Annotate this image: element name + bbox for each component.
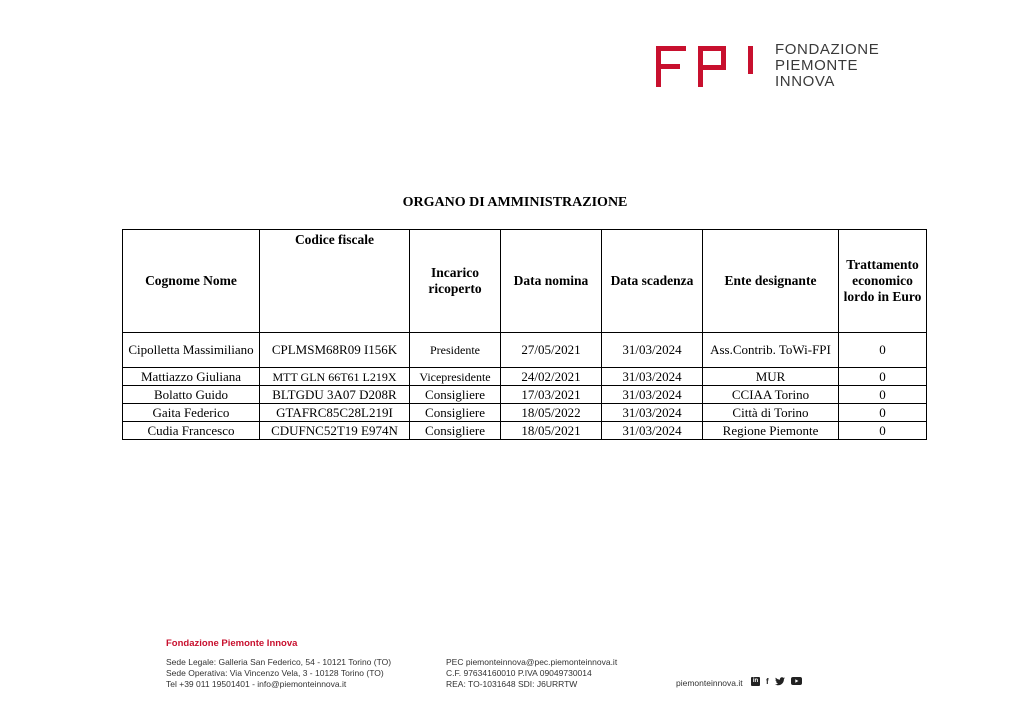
cell-nome: Mattiazzo Giuliana [123, 368, 260, 386]
social-icons [751, 677, 802, 689]
cell-data-nomina: 24/02/2021 [501, 368, 602, 386]
cell-data-scadenza: 31/03/2024 [602, 404, 703, 422]
cell-ente: MUR [703, 368, 839, 386]
header-data-scadenza: Data scadenza [602, 230, 703, 333]
cell-data-nomina: 17/03/2021 [501, 386, 602, 404]
cell-ente: Città di Torino [703, 404, 839, 422]
fpi-logo-mark [654, 42, 766, 90]
cell-trattamento: 0 [839, 386, 927, 404]
twitter-icon[interactable] [775, 677, 785, 689]
cell-data-nomina: 18/05/2021 [501, 422, 602, 440]
cell-trattamento: 0 [839, 404, 927, 422]
header-data-nomina: Data nomina [501, 230, 602, 333]
cell-trattamento: 0 [839, 368, 927, 386]
cell-codice-fiscale: CDUFNC52T19 E974N [260, 422, 410, 440]
footer-address-block [166, 657, 391, 690]
fpi-logo [654, 42, 894, 90]
cell-data-nomina: 27/05/2021 [501, 333, 602, 368]
cell-data-nomina: 18/05/2022 [501, 404, 602, 422]
cell-trattamento: 0 [839, 422, 927, 440]
cell-incarico: Consigliere [410, 422, 501, 440]
footer-sede-operativa: Sede Operativa: Via Vincenzo Vela, 3 - 10128 Torino (TO) [166, 668, 384, 678]
logo-line-1: FONDAZIONE [775, 41, 880, 58]
cell-data-scadenza: 31/03/2024 [602, 333, 703, 368]
cell-incarico: Consigliere [410, 404, 501, 422]
footer-rea-sdi: REA: TO-1031648 SDI: J6URRTW [446, 679, 578, 689]
logo-text [775, 42, 879, 90]
cell-codice-fiscale: CPLMSM68R09 I156K [260, 333, 410, 368]
logo-line-2: PIEMONTE [775, 57, 859, 74]
cell-incarico: Vicepresidente [410, 368, 501, 386]
cell-nome: Cudia Francesco [123, 422, 260, 440]
cell-incarico: Consigliere [410, 386, 501, 404]
header-cognome-nome: Cognome Nome [123, 230, 260, 333]
cell-data-scadenza: 31/03/2024 [602, 386, 703, 404]
cell-nome: Bolatto Guido [123, 386, 260, 404]
youtube-icon[interactable] [791, 677, 802, 689]
cell-nome: Cipolletta Massimiliano [123, 333, 260, 368]
cell-ente: Ass.Contrib. ToWi-FPI [703, 333, 839, 368]
footer-sede-legale: Sede Legale: Galleria San Federico, 54 - 10121 Torino (TO) [166, 657, 392, 667]
table-header-row [123, 230, 927, 333]
table-row [123, 404, 927, 422]
document-title: ORGANO DI AMMINISTRAZIONE [402, 195, 628, 210]
cell-trattamento: 0 [839, 333, 927, 368]
table-row [123, 422, 927, 440]
cell-ente: CCIAA Torino [703, 386, 839, 404]
header-codice-fiscale: Codice fiscale [260, 230, 410, 333]
footer-contacts: Tel +39 011 19501401 - info@piemonteinnova.it [166, 679, 347, 689]
cell-codice-fiscale: BLTGDU 3A07 D208R [260, 386, 410, 404]
cell-nome: Gaita Federico [123, 404, 260, 422]
table-row [123, 368, 927, 386]
facebook-icon[interactable]: f [766, 677, 769, 686]
footer-cf-piva: C.F. 97634160010 P.IVA 09049730014 [446, 668, 592, 678]
linkedin-icon[interactable]: in [752, 678, 759, 684]
header-incarico: Incarico ricoperto [410, 230, 501, 333]
cell-codice-fiscale: GTAFRC85C28L219I [260, 404, 410, 422]
footer-fiscal-block [446, 657, 617, 690]
table-row [123, 386, 927, 404]
footer-website: piemonteinnova.it [676, 678, 743, 688]
cell-codice-fiscale: MTT GLN 66T61 L219X [260, 368, 410, 386]
cell-incarico: Presidente [410, 333, 501, 368]
cell-ente: Regione Piemonte [703, 422, 839, 440]
table-row [123, 333, 927, 368]
logo-line-3: INNOVA [775, 73, 835, 90]
board-table [122, 229, 927, 440]
header-trattamento: Trattamento economico lordo in Euro [839, 230, 927, 333]
cell-data-scadenza: 31/03/2024 [602, 368, 703, 386]
footer-pec: PEC piemonteinnova@pec.piemonteinnova.it [446, 657, 618, 667]
footer-org-name: Fondazione Piemonte Innova [166, 638, 298, 649]
header-ente-designante: Ente designante [703, 230, 839, 333]
cell-data-scadenza: 31/03/2024 [602, 422, 703, 440]
